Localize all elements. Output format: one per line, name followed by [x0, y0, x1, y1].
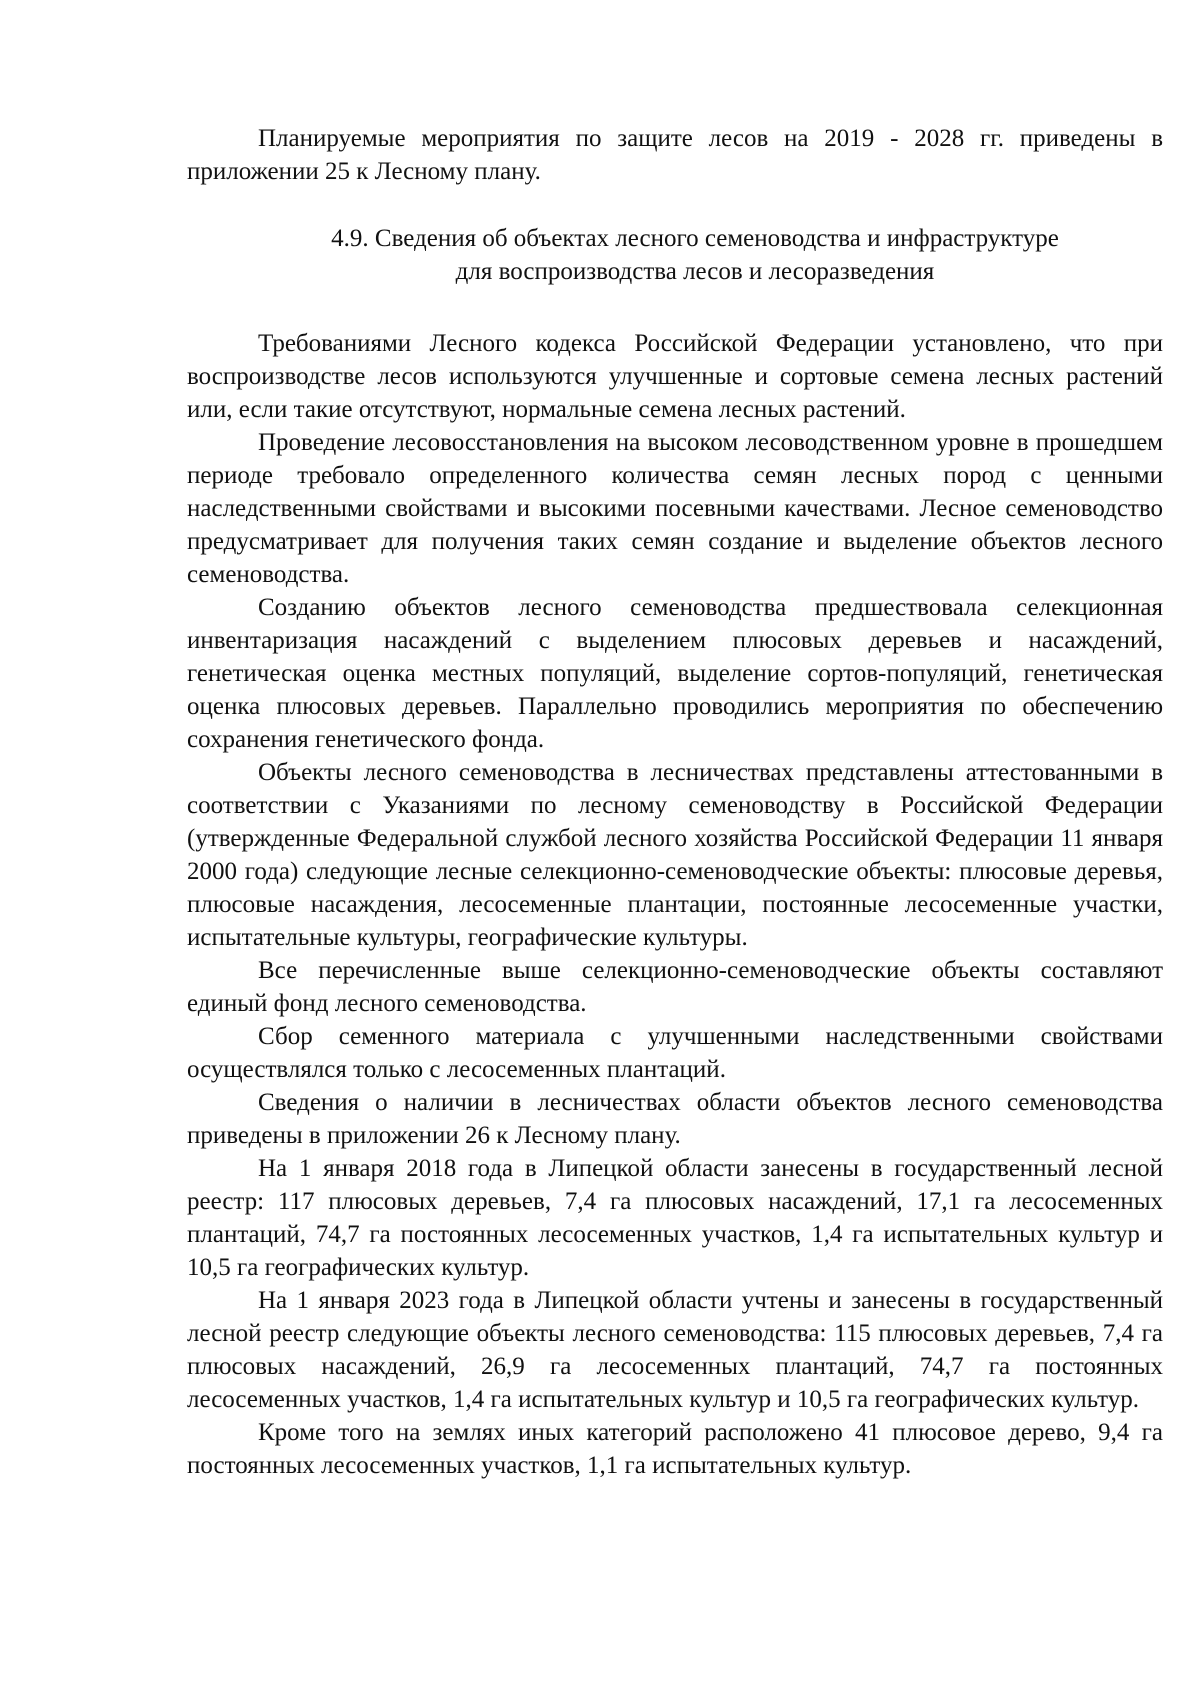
- body-paragraph: Сбор семенного материала с улучшенными наследственными свойствами осуществлялся только с лесосеменных плантаций.: [187, 1023, 1163, 1083]
- intro-paragraph: Планируемые мероприятия по защите лесов на 2019 - 2028 гг. приведены в приложении 25 к Лесному плану.: [187, 125, 1163, 185]
- body-paragraph: Кроме того на землях иных категорий расположено 41 плюсовое дерево, 9,4 га постоянных лесосеменных участков, 1,1 га испытательных культур.: [187, 1419, 1163, 1479]
- document-body: [187, 122, 1163, 1482]
- body-paragraph: Объекты лесного семеноводства в лесничествах представлены аттестованными в соответствии с Указаниями по лесному семеноводству в Российской Федерации (утвержденные Федеральной службой лесного хозяйства Российской Федерации 11 января 2000 года) следующие лесные селекционно-семеноводческие объекты: плюсовые деревья, плюсовые насаждения, лесосеменные плантации, постоянные лесосеменные участки, испытательные культуры, географические культуры.: [187, 759, 1163, 951]
- body-paragraph: Проведение лесовосстановления на высоком лесоводственном уровне в прошедшем периоде требовало определенного количества семян лесных пород с ценными наследственными свойствами и высокими посевными качествами. Лесное семеноводство предусматривает для получения таких семян создание и выделение объектов лесного семеноводства.: [187, 429, 1163, 588]
- body-paragraph: На 1 января 2018 года в Липецкой области занесены в государственный лесной реестр: 117 плюсовых деревьев, 7,4 га плюсовых насаждений, 17,1 га лесосеменных плантаций, 74,7 га постоянных лесосеменных участков, 1,4 га испытательных культур и 10,5 га географических культур.: [187, 1155, 1163, 1281]
- body-paragraph: Созданию объектов лесного семеноводства предшествовала селекционная инвентаризация насаждений с выделением плюсовых деревьев и насаждений, генетическая оценка местных популяций, выделение сортов-популяций, генетическая оценка плюсовых деревьев. Параллельно проводились мероприятия по обеспечению сохранения генетического фонда.: [187, 594, 1163, 753]
- body-paragraph: Сведения о наличии в лесничествах области объектов лесного семеноводства приведены в приложении 26 к Лесному плану.: [187, 1089, 1163, 1149]
- body-paragraph: На 1 января 2023 года в Липецкой области учтены и занесены в государственный лесной реестр следующие объекты лесного семеноводства: 115 плюсовых деревьев, 7,4 га плюсовых насаждений, 26,9 га лесосеменных плантаций, 74,7 га постоянных лесосеменных участков, 1,4 га испытательных культур и 10,5 га географических культур.: [187, 1287, 1163, 1413]
- body-paragraph: Требованиями Лесного кодекса Российской Федерации установлено, что при воспроизводстве лесов используются улучшенные и сортовые семена лесных растений или, если такие отсутствуют, нормальные семена лесных растений.: [187, 330, 1163, 423]
- body-paragraph: Все перечисленные выше селекционно-семеноводческие объекты составляют единый фонд лесного семеноводства.: [187, 957, 1163, 1017]
- section-heading-line-1: 4.9. Сведения об объектах лесного семеноводства и инфраструктуре: [331, 225, 1059, 252]
- section-heading-line-2: для воспроизводства лесов и лесоразведения: [455, 258, 935, 285]
- section-heading: [187, 222, 1163, 288]
